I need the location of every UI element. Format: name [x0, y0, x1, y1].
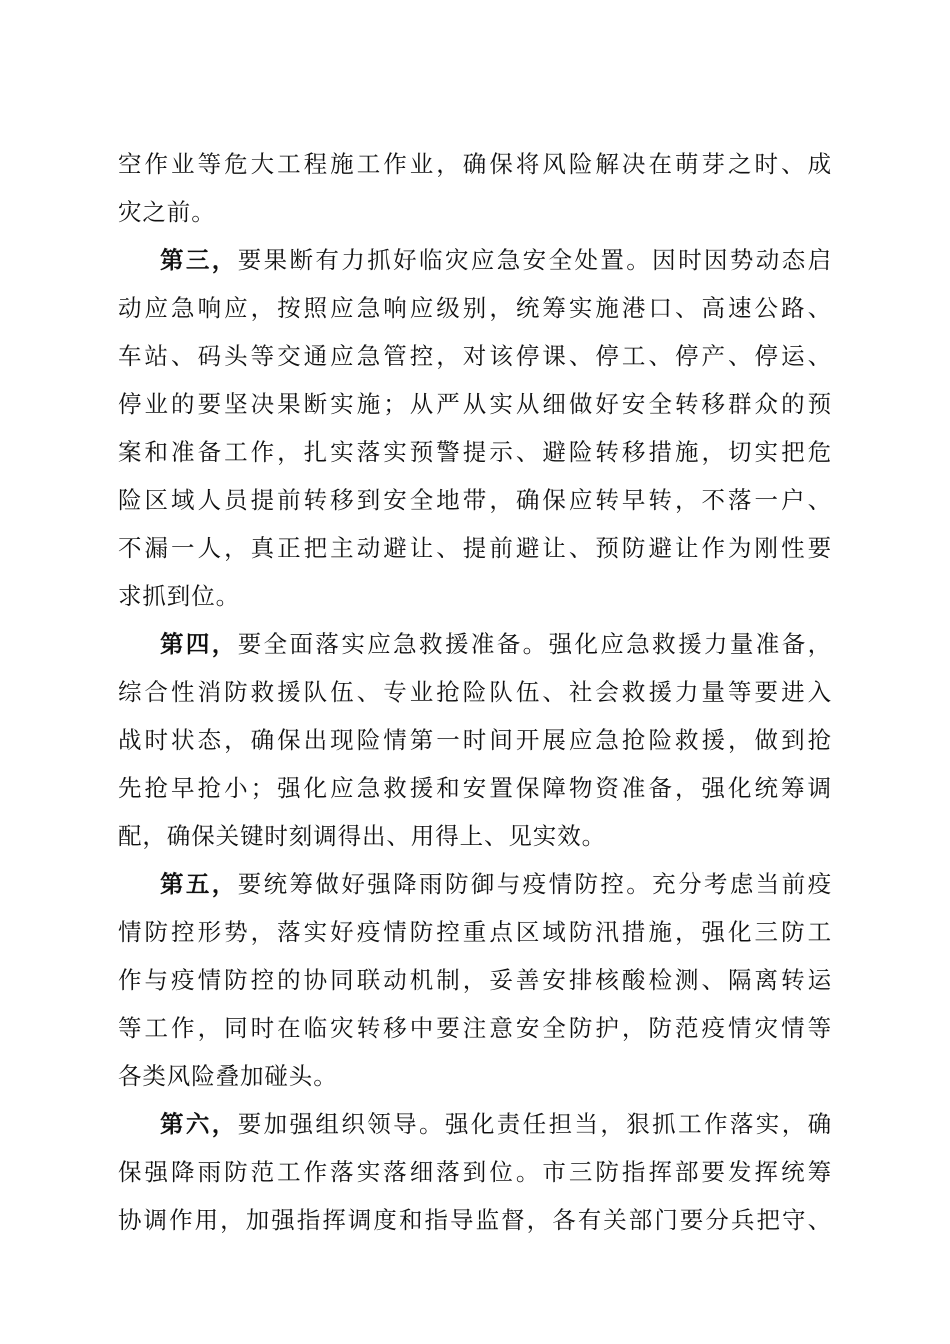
paragraph-lead: 第四， [160, 630, 238, 658]
text-line: 各类风险叠加碰头。 [118, 1062, 338, 1090]
text-line: 灾之前。 [118, 198, 216, 226]
paragraph-lead: 第五， [160, 870, 238, 898]
paragraph-5-first-line [160, 864, 832, 904]
text-line: 保强降雨防范工作落实落细落到位。市三防指挥部要发挥统筹 [118, 1158, 832, 1186]
text-line: 综合性消防救援队伍、专业抢险队伍、社会救援力量等要进入 [118, 678, 832, 706]
paragraph-lead: 第三， [160, 246, 238, 274]
text-line: 不漏一人，真正把主动避让、提前避让、预防避让作为刚性要 [118, 534, 832, 562]
text-line: 等工作，同时在临灾转移中要注意安全防护，防范疫情灾情等 [118, 1014, 832, 1042]
paragraph-lead: 第六， [160, 1110, 238, 1138]
text-line: 空作业等危大工程施工作业，确保将风险解决在萌芽之时、成 [118, 150, 832, 178]
text-line: 车站、码头等交通应急管控，对该停课、停工、停产、停运、 [118, 342, 832, 370]
text-line: 停业的要坚决果断实施；从严从实从细做好安全转移群众的预 [118, 390, 832, 418]
text-line: 动应急响应，按照应急响应级别，统筹实施港口、高速公路、 [118, 294, 832, 322]
text-line: 情防控形势，落实好疫情防控重点区域防汛措施，强化三防工 [118, 918, 832, 946]
paragraph-heading-text: 要统筹做好强降雨防御与疫情防控。充分考虑当前疫 [237, 870, 833, 898]
text-line: 作与疫情防控的协同联动机制，妥善安排核酸检测、隔离转运 [118, 966, 832, 994]
text-line: 求抓到位。 [118, 582, 240, 610]
text-line: 战时状态，确保出现险情第一时间开展应急抢险救援，做到抢 [118, 726, 832, 754]
paragraph-6-first-line [160, 1104, 832, 1144]
paragraph-heading-text: 要果断有力抓好临灾应急安全处置。因时因势动态启 [237, 246, 833, 274]
paragraph-4-first-line [160, 624, 832, 664]
text-line: 险区域人员提前转移到安全地带，确保应转早转，不落一户、 [118, 486, 832, 514]
paragraph-heading-text: 要加强组织领导。强化责任担当，狠抓工作落实，确 [237, 1110, 833, 1138]
text-line: 配，确保关键时刻调得出、用得上、见实效。 [118, 822, 606, 850]
text-line: 先抢早抢小；强化应急救援和安置保障物资准备，强化统筹调 [118, 774, 832, 802]
text-line: 协调作用，加强指挥调度和指导监督，各有关部门要分兵把守、 [118, 1206, 832, 1234]
paragraph-heading-text: 要全面落实应急救援准备。强化应急救援力量准备， [237, 630, 833, 658]
paragraph-3-first-line [160, 240, 832, 280]
text-line: 案和准备工作，扎实落实预警提示、避险转移措施，切实把危 [118, 438, 832, 466]
